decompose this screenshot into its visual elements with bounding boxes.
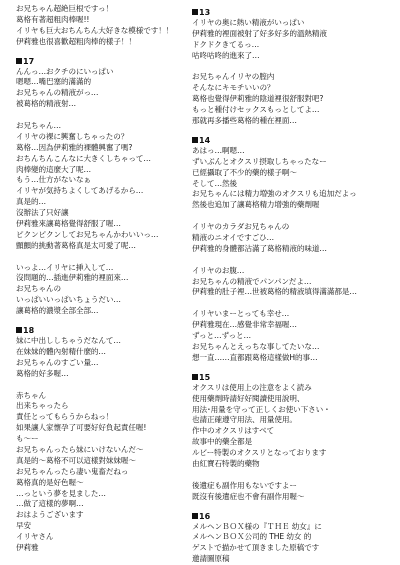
text-line: メルヘンＢＯＸ様の『ＴＨＥ 幼女』に: [192, 521, 322, 531]
text-line: …っという夢を見ました…: [16, 488, 106, 498]
text-line: 妹に中出ししちゃうだなんて…: [16, 336, 121, 346]
text-line: 真是的…: [16, 197, 46, 207]
text-line: 出来ちゃったら: [16, 401, 69, 411]
text-line: 葛格真的是好色喔～: [16, 477, 84, 487]
text-line: イリヤが気持ちよくしてあげるから…: [16, 186, 144, 196]
section-14: [192, 135, 364, 364]
text-line: んんっ…おクチのにいっぱい: [16, 66, 114, 76]
text-line: 葛格有著超粗肉棒喔!!: [16, 14, 90, 24]
text-line: 真是的～葛格不可以這樣對妹妹喔～: [16, 455, 136, 465]
text-line: 顫顫的挑動著葛格真是太可愛了呢…: [16, 240, 136, 250]
text-line: 想一直……直都跟葛格這樣做H的事…: [192, 352, 318, 362]
square-bullet-icon: [192, 513, 198, 519]
text-line: お兄ちゃんったら妹にいけないんだ～: [16, 444, 144, 454]
text-line: 使用藥劑時請好好閱讀使用說明、: [192, 393, 305, 403]
text-line: お兄ちゃんイリヤの膣内: [192, 72, 275, 82]
text-line: お兄ちゃんの精液がっ…: [16, 88, 99, 98]
text-line: 由紅寶石特製的藥物: [192, 458, 260, 468]
text-line: ルビー特製のオクスリとなっております: [192, 448, 327, 458]
text-line: …做了這樣的夢啊…: [16, 499, 84, 509]
text-line: 葛格的好多喔…: [16, 368, 69, 378]
text-line: 赤ちゃん: [16, 390, 46, 400]
text-line: イリヤの奥に熱い精液がいっぱい: [192, 18, 305, 27]
right-column: [192, 4, 364, 565]
text-line: 讓葛格的濃漿全部全部…: [16, 306, 99, 316]
text-line: 既沒有後遺症也不會有副作用喔～: [192, 491, 305, 501]
section-18: [16, 325, 188, 554]
text-line: 如果讓人家懷孕了可要好好負起責任喔!: [16, 423, 147, 433]
left-column: [16, 4, 188, 554]
text-line: 伊莉雅的肚子裡…世被葛格的精液填得滿滿都是…: [192, 287, 357, 297]
text-line: お兄ちゃん…: [16, 121, 61, 131]
square-bullet-icon: [192, 137, 198, 143]
section-header: 16: [192, 511, 364, 522]
text-line: イリヤいまーとっても幸せ…: [192, 309, 290, 319]
section-header: 15: [192, 372, 364, 383]
text-line: お兄ちゃん超絶巨根ですっ！: [16, 4, 113, 13]
text-line: 邀請圖原稿: [192, 554, 230, 564]
text-line: ずっと…ずっと…: [192, 331, 252, 341]
text-line: 早安: [16, 521, 31, 531]
text-line: いっぱいいっぱいちょうだい…: [16, 295, 121, 305]
text-line: 伊莉雅來讓葛格覺得舒服了喔…: [16, 219, 121, 229]
text-line: イリヤさん: [16, 532, 54, 542]
text-line: 沒問題的…插進伊莉雅的裡面來…: [16, 273, 129, 283]
text-line: イリヤのカラダお兄ちゃんの: [192, 222, 290, 232]
text-line: 用法･用量を守って正しくお使い下さい・: [192, 404, 331, 414]
square-bullet-icon: [16, 327, 22, 333]
section-15: [192, 372, 364, 503]
text-line: あはっ…啊嗯…: [192, 145, 245, 155]
text-line: お兄ちゃんには精力増強のオクスリも追加だよっ: [192, 189, 357, 199]
text-line: お兄ちゃんったら凄い鬼畜だねっ: [16, 466, 129, 476]
text-line: 咕咚咕咚的進來了…: [192, 50, 260, 60]
text-line: 伊莉雅也很喜歡超粗肉棒的樣子！！: [16, 36, 136, 46]
text-line: いっよ…イリヤに挿入して…: [16, 262, 114, 272]
section-17: [16, 56, 188, 317]
text-line: お兄ちゃんのすごい量…: [16, 357, 99, 367]
text-line: お兄ちゃんの精液でパンパンだよ…: [192, 276, 312, 286]
text-line: 葛格…因為伊莉雅的裸體興奮了嗎?: [16, 142, 133, 152]
text-line: イリヤの裸に興奮しちゃったの？: [16, 131, 129, 141]
intro-section: [16, 4, 188, 48]
section-13: [192, 7, 364, 127]
text-line: 沒辦法了只好讓: [16, 208, 69, 218]
text-line: 肉棒變的這麼大了呢…: [16, 164, 91, 174]
text-line: イリヤも巨大おちんちん大好きな模様です！！: [16, 25, 174, 35]
text-line: も～ー: [16, 434, 39, 444]
text-line: 精液のニオイですごひ…: [192, 233, 275, 243]
text-line: ピクンピクンしてお兄ちゃんかわいいっ…: [16, 229, 159, 239]
text-line: ドクドクきてるっ…: [192, 39, 260, 49]
text-line: 作中のオクスリはすべて: [192, 426, 275, 436]
text-line: 被葛格的精液射…: [16, 99, 76, 109]
text-line: 嗯嗯…嘴巴塞的滿滿的: [16, 77, 91, 87]
square-bullet-icon: [192, 374, 198, 380]
section-16: [192, 511, 364, 565]
text-line: お兄ちゃんとえっちな事してたいな…: [192, 341, 320, 351]
text-line: オクスリは使用上の注意をよく読み: [192, 382, 312, 392]
text-line: お兄ちゃんの: [16, 284, 61, 294]
square-bullet-icon: [192, 9, 198, 15]
section-header: 13: [192, 7, 364, 18]
text-line: 那就再多播些葛格的種在裡面…: [192, 116, 297, 126]
text-line: 後遺症も副作用もないですよー: [192, 480, 297, 490]
text-line: もう…仕方がないなぁ: [16, 175, 91, 185]
text-line: ずいぶんとオクスリ摂取しちゃったなー: [192, 156, 327, 166]
section-header: 17: [16, 56, 188, 67]
text-line: 然後也追加了讓葛格精力增強的藥劑喔: [192, 200, 320, 210]
text-line: 葛格也覺得伊莉雅的陰道裡很舒服對吧?: [192, 94, 324, 104]
square-bullet-icon: [16, 58, 22, 64]
text-line: 故事中的藥全都是: [192, 437, 252, 447]
section-header: 14: [192, 135, 364, 146]
text-line: 在妹妹的體內射精什麼的…: [16, 346, 106, 356]
text-line: 伊莉雅的身體都沾滿了葛格精液的味道…: [192, 243, 327, 253]
text-line: おはようございます: [16, 510, 84, 520]
text-line: そんなにキモチいいの？: [192, 83, 275, 93]
text-line: 伊莉雅的裡面被射了好多好多的溫熱精液: [192, 28, 327, 38]
text-line: おちんちんこんなに大きくしちゃって…: [16, 153, 151, 163]
text-line: 伊莉雅: [16, 542, 39, 552]
text-line: メルヘンＢＯＸ公司的 THE 幼女 的: [192, 532, 312, 542]
text-line: 伊莉雅現在…感覺非常幸福喔…: [192, 320, 297, 330]
text-line: ゲストで描かせて頂きました原稿です: [192, 543, 320, 553]
text-line: もっと種付けセックスもっとしてよ…: [192, 105, 320, 115]
text-line: 也請正確遵守用法、用量使用。: [192, 415, 297, 425]
section-header: 18: [16, 325, 188, 336]
text-line: そして…然後: [192, 178, 237, 188]
text-line: 已經攝取了不少的藥的樣子啊～: [192, 167, 297, 177]
text-line: 責任とってもらうからねっ！: [16, 412, 114, 422]
text-line: イリヤのお腹…: [192, 265, 245, 275]
